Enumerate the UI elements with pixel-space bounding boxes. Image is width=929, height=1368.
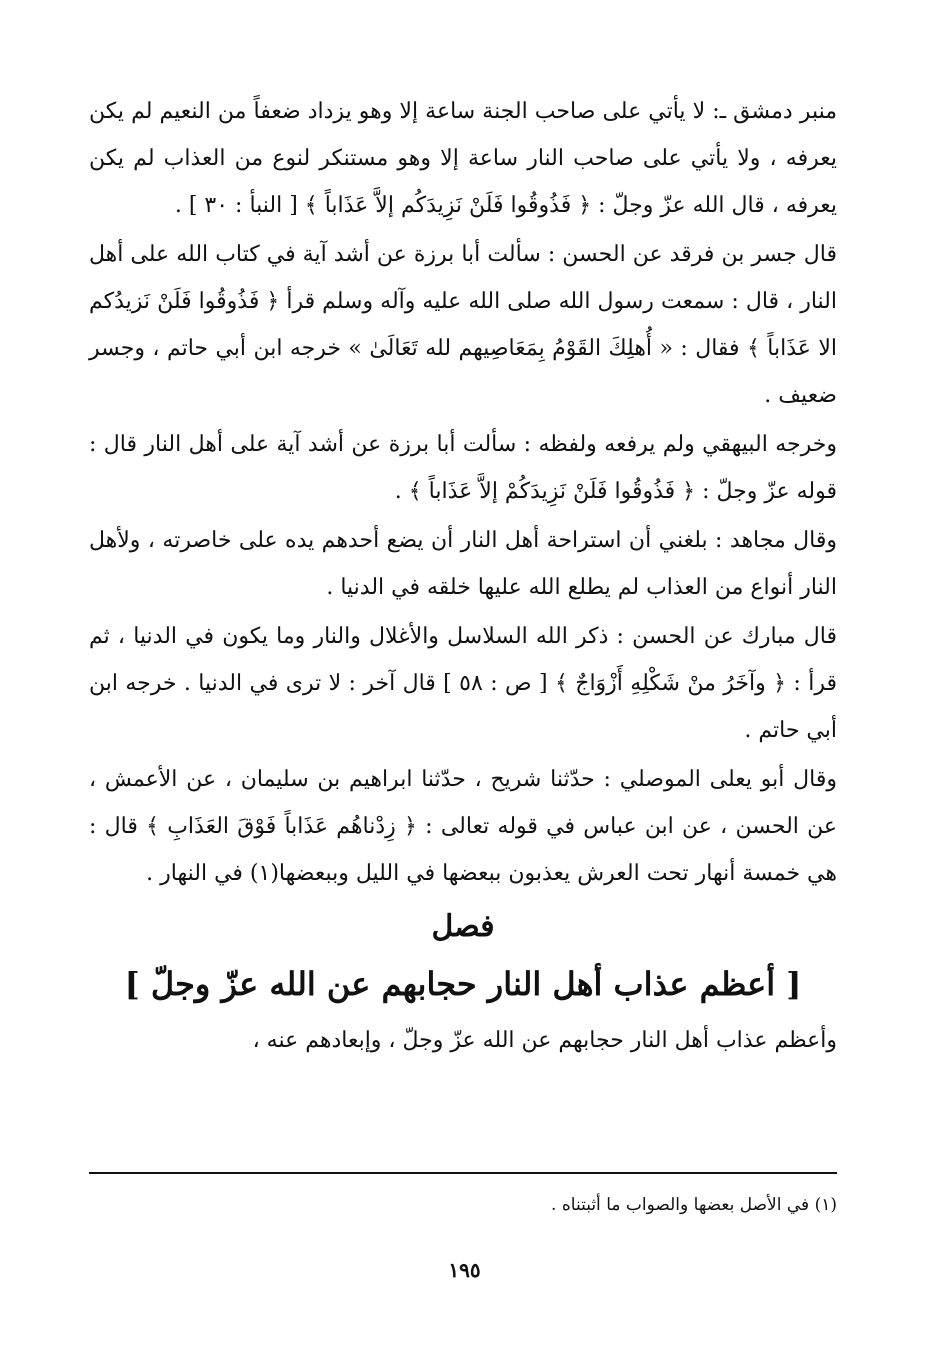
paragraph-mujahid: وقال مجاهد : بلغني أن استراحة أهل النار أن يضع أحدهم يده على خاصرته ، ولأهل النار أنواع من العذاب لم يطلع الله عليها خلقه في الدنيا . bbox=[89, 528, 837, 600]
footnote: (١) في الأصل بعضها والصواب ما أثبتناه . bbox=[551, 1195, 837, 1215]
paragraph-abu-yala: وقال أبو يعلى الموصلي : حدّثنا شريح ، حدّثنا ابراهيم بن سليمان ، عن الأعمش ، عن الحسن ، عن ابن عباس في قوله تعالى : ﴿ زِدْناهُم عَذَاباً فَوْقَ العَذَابِ ﴾ قال : هي خمسة أنهار تحت العرش يعذبون ببعضها في الليل وببعضها(١) في النهار . bbox=[89, 767, 837, 886]
paragraph-bayhaqi: وخرجه البيهقي ولم يرفعه ولفظه : سألت أبا برزة عن أشد آية على أهل النار قال : قوله عزّ وجلّ : ﴿ فَذُوقُوا فَلَنْ نَزِيدَكُمْ إلاَّ عَذَاباً ﴾ . bbox=[89, 432, 837, 504]
section-heading bbox=[89, 905, 837, 1013]
paragraph-minbar-dimashq: منبر دمشق ـ: لا يأتي على صاحب الجنة ساعة إلا وهو يزداد ضعفاً من النعيم لم يكن يعرفه ، ولا يأتي على صاحب النار ساعة إلا وهو مستنكر لنوع من العذاب لم يكن يعرفه ، قال الله عزّ وجلّ : ﴿ فَذُوقُوا فَلَنْ نَزِيدَكُم إلاَّ عَذَاباً ﴾ [ النبأ : ٣٠ ] . bbox=[89, 99, 837, 218]
paragraph-mubarak: قال مبارك عن الحسن : ذكر الله السلاسل والأغلال والنار وما يكون في الدنيا ، ثم قرأ : ﴿ وآخَرُ منْ شَكْلِهِ أَزْوَاجٌ ﴾ [ ص : ٥٨ ] قال آخر : لا ترى في الدنيا . خرجه ابن أبي حاتم . bbox=[89, 624, 837, 743]
section-label: فصل bbox=[431, 909, 495, 944]
paragraph-jasr-bin-farqad: قال جسر بن فرقد عن الحسن : سألت أبا برزة عن أشد آية في كتاب الله على أهل النار ، قال : سمعت رسول الله صلى الله عليه وآله وسلم قرأ ﴿ فَذُوقُوا فَلَنْ نَزيدُكم الا عَذَاباً ﴾ فقال : « أُهلِكَ القَوْمُ بِمَعَاصِيهم لله تَعَالَىٰ » خرجه ابن أبي حاتم ، وجسر ضعيف . bbox=[89, 242, 837, 408]
paragraph-section-opening: وأعظم عذاب أهل النار حجابهم عن الله عزّ وجلّ ، وإبعادهم عنه ، bbox=[252, 1028, 837, 1053]
footnote-divider bbox=[89, 1172, 837, 1174]
page-number: ١٩٥ bbox=[448, 1258, 481, 1282]
section-title: [ أعظم عذاب أهل النار حجابهم عن الله عزّ وجلّ ] bbox=[124, 965, 802, 1003]
page-body bbox=[89, 88, 837, 1064]
